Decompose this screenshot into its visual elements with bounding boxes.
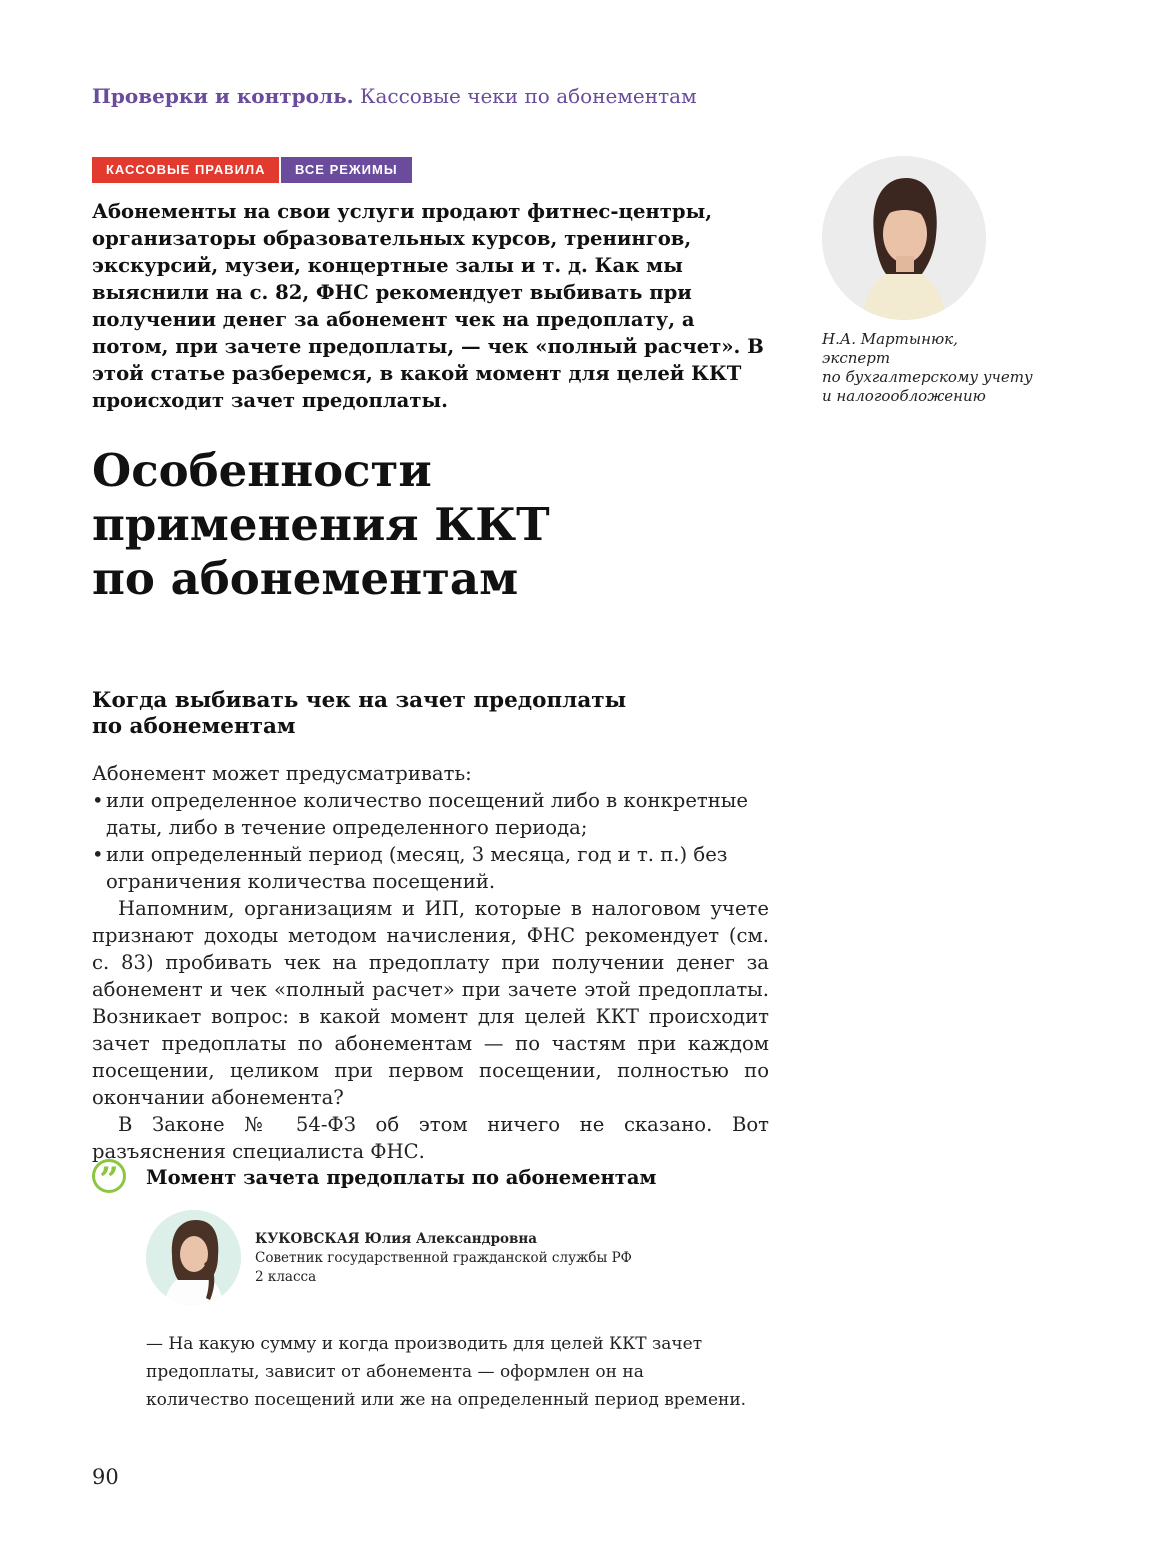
running-head-topic: Кассовые чеки по абонементам	[360, 84, 697, 108]
category-tag-cash-rules: КАССОВЫЕ ПРАВИЛА	[92, 157, 279, 183]
lead-paragraph: Абонементы на свои услуги продают фитнес-центры, организаторы образовательных курсов, тренингов, экскурсий, музеи, концертные залы и т. д. Как мы выяснили на с. 82, ФНС рекомендует выбивать при получении денег за абонемент чек на предоплату, а потом, при зачете предоплаты, — чек «полный расчет». В этой статье разберемся, в какой момент для целей ККТ происходит зачет предоплаты.	[92, 200, 764, 412]
section-subheading-line2: по абонементам	[92, 714, 296, 739]
body-intro: Абонемент может предусматривать:	[92, 762, 472, 785]
page-number: 90	[92, 1465, 119, 1489]
expert-surname: КУКОВСКАЯ	[255, 1231, 360, 1247]
quote-text: — На какую сумму и когда производить для целей ККТ зачет предоплаты, зависит от абонемента — оформлен он на количество посещений или же на определенный период времени.	[146, 1334, 747, 1410]
running-head	[92, 84, 697, 108]
section-subheading-line1: Когда выбивать чек на зачет предоплаты	[92, 688, 627, 713]
author-field-line2: и налогообложению	[822, 387, 986, 405]
expert-info	[255, 1230, 632, 1287]
expert-title-line1: Советник государственной гражданской службы РФ	[255, 1250, 632, 1266]
bullet-item: • или определенный период (месяц, 3 месяца, год и т. п.) без ограничения количества посещений.	[92, 841, 769, 895]
author-name: Н.А. Мартынюк,	[822, 330, 958, 348]
expert-given-name: Юлия Александровна	[364, 1231, 538, 1247]
body-paragraph: Напомним, организациям и ИП, которые в налоговом учете признают доходы методом начисления, ФНС рекомендует (см. с. 83) пробивать чек на предоплату при получении денег за абонемент и чек «полный расчет» при зачете этой предоплаты. Возникает вопрос: в какой момент для целей ККТ происходит зачет предоплаты по абонементам — по частям при каждом посещении, целиком при первом посещении, полностью по окончании абонемента?	[92, 897, 769, 1109]
running-head-section: Проверки и контроль.	[92, 84, 354, 108]
article-title-line1: Особенности	[92, 444, 432, 497]
quote-icon	[92, 1159, 126, 1200]
category-tag-all-regimes: ВСЕ РЕЖИМЫ	[281, 157, 412, 183]
expert-title-line2: 2 класса	[255, 1269, 317, 1285]
article-title-line3: по абонементам	[92, 552, 519, 605]
quote-glyph: ”	[99, 1160, 119, 1200]
article-title-line2: применения ККТ	[92, 498, 550, 551]
article-body	[92, 760, 769, 1165]
bullet-item: • или определенное количество посещений либо в конкретные даты, либо в течение определенного периода;	[92, 787, 769, 841]
quote-heading: Момент зачета предоплаты по абонементам	[146, 1166, 657, 1189]
author-caption	[822, 330, 1033, 406]
section-subheading	[92, 688, 732, 740]
author-photo	[822, 156, 986, 320]
author-portrait-icon	[822, 156, 986, 320]
article-title	[92, 444, 732, 606]
expert-name	[255, 1230, 632, 1249]
body-paragraph: В Законе № 54-ФЗ об этом ничего не сказано. Вот разъяснения специалиста ФНС.	[92, 1113, 769, 1163]
author-field-line1: по бухгалтерскому учету	[822, 368, 1033, 386]
expert-photo	[146, 1210, 241, 1305]
author-role: эксперт	[822, 349, 891, 367]
body-bullet-list	[92, 787, 769, 895]
expert-portrait-icon	[146, 1210, 241, 1305]
